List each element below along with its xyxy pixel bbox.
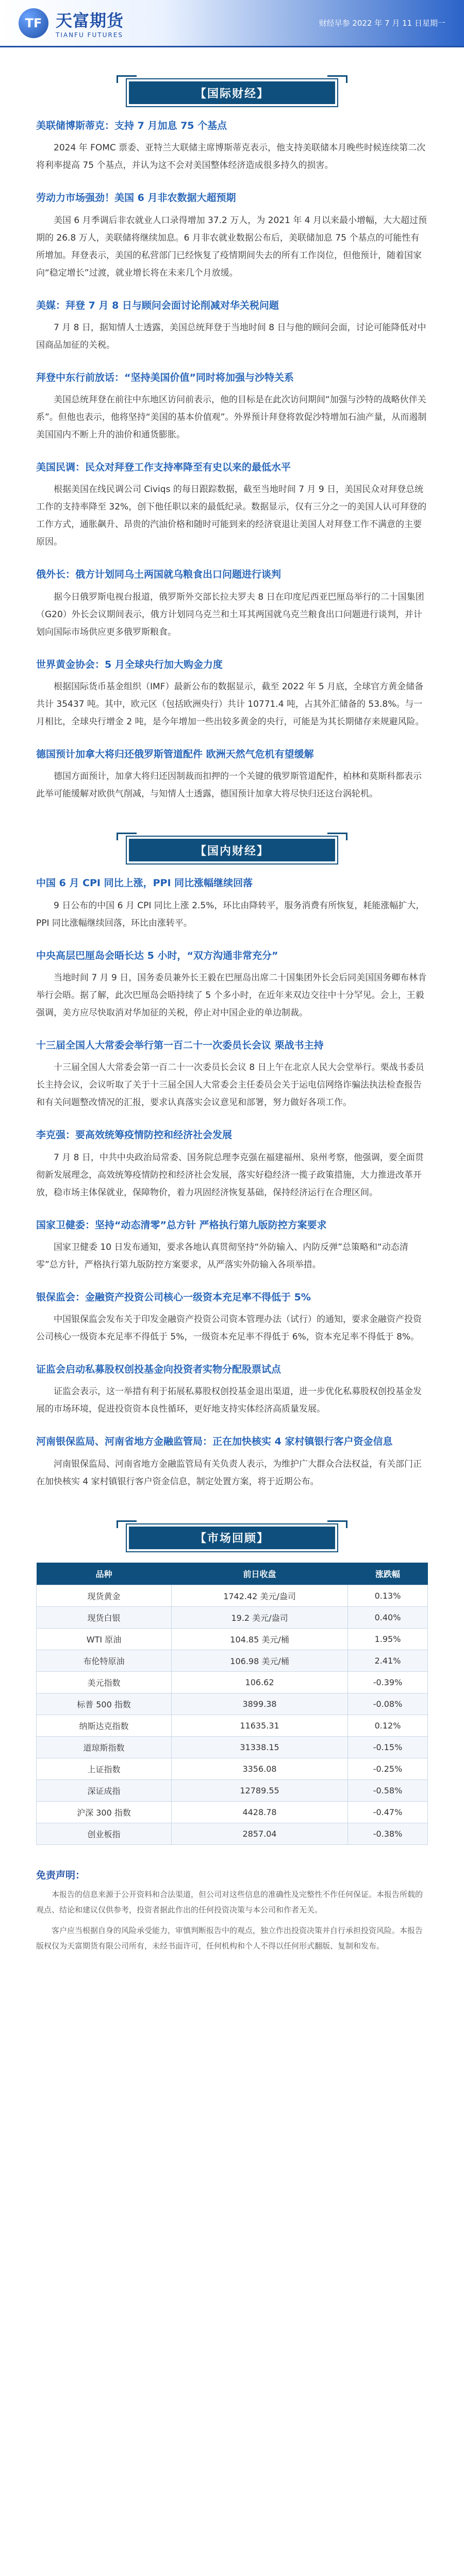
brand-text <box>56 8 124 39</box>
section-title: 【国内财经】 <box>194 844 269 858</box>
instrument-cell: 标普 500 指数 <box>37 1693 172 1715</box>
news-title[interactable]: 拜登中东行前放话：“坚持美国价值”同时将加强与沙特关系 <box>36 371 294 383</box>
news-body: 十三届全国人大常委会第一百二十一次委员长会议 8 日上午在北京人民大会堂举行。栗战书委员长主持会议，会议听取了关于十三届全国人大常委会主任委员会关于运电信网络诈骗法执法检查报告和有关问题整改情况的汇报，要求认真落实会议意见和部署，努力做好各项工作。 <box>36 1062 424 1108</box>
market-table-body <box>37 1585 428 1844</box>
banner-ornament-right <box>327 75 347 83</box>
banner-ornament-right <box>327 1520 347 1528</box>
banner-ornament-left <box>117 833 137 840</box>
section-title: 【国际财经】 <box>194 87 269 100</box>
instrument-cell: 布伦特原油 <box>37 1650 172 1671</box>
news-title[interactable]: 李克强：要高效统筹疫情防控和经济社会发展 <box>36 1129 233 1141</box>
news-item <box>36 1127 428 1201</box>
news-item <box>36 190 428 281</box>
domestic-news-list <box>0 875 464 1490</box>
news-title[interactable]: 银保监会：金融资产投资公司核心一级资本充足率不得低于 5% <box>36 1291 311 1303</box>
news-item <box>36 746 428 803</box>
news-item <box>36 1289 428 1346</box>
brand-name-en: TIANFU FUTURES <box>56 31 123 39</box>
close-price-cell: 104.85 美元/桶 <box>172 1628 348 1650</box>
close-price-cell: 4428.78 <box>172 1801 348 1823</box>
news-item <box>36 1217 428 1274</box>
news-item <box>36 369 428 444</box>
close-price-cell: 106.98 美元/桶 <box>172 1650 348 1671</box>
change-cell: -0.15% <box>348 1736 428 1758</box>
news-title[interactable]: 中国 6 月 CPI 同比上涨，PPI 同比涨幅继续回落 <box>36 877 253 889</box>
table-row <box>37 1585 428 1606</box>
section-international-header <box>0 81 464 104</box>
table-row <box>37 1671 428 1693</box>
instrument-cell: 创业板指 <box>37 1823 172 1844</box>
column-header: 涨跌幅 <box>348 1563 428 1585</box>
news-item <box>36 1433 428 1490</box>
market-review <box>0 1563 464 1845</box>
instrument-cell: 美元指数 <box>37 1671 172 1693</box>
change-cell: 0.13% <box>348 1585 428 1606</box>
news-body: 据今日俄罗斯电视台报道，俄罗斯外交部长拉夫罗夫 8 日在印度尼西亚巴厘岛举行的二十国集团（G20）外长会议期间表示，俄方计划同乌克兰和土耳其两国就乌克兰粮食出口问题进行谈判，并计划向国际市场供应更多俄罗斯粮食。 <box>36 591 424 637</box>
column-header: 品种 <box>37 1563 172 1585</box>
close-price-cell: 3356.08 <box>172 1758 348 1780</box>
instrument-cell: 上证指数 <box>37 1758 172 1780</box>
news-item <box>36 117 428 174</box>
news-title[interactable]: 美国民调：民众对拜登工作支持率降至有史以来的最低水平 <box>36 462 291 473</box>
close-price-cell: 3899.38 <box>172 1693 348 1715</box>
header <box>0 0 464 47</box>
section-banner <box>129 81 335 104</box>
change-cell: -0.39% <box>348 1671 428 1693</box>
news-title[interactable]: 国家卫健委：坚持“动态清零”总方针 严格执行第九版防控方案要求 <box>36 1219 327 1231</box>
news-title[interactable]: 世界黄金协会：5 月全球央行加大购金力度 <box>36 658 223 670</box>
close-price-cell: 31338.15 <box>172 1736 348 1758</box>
news-body: 美国总统拜登在前往中东地区访问前表示，他的目标是在此次访问期间“加强与沙特的战略伙伴关系”。但他也表示，他将坚持“美国的基本价值观”。外界预计拜登将敦促沙特增加石油产量，从而遏制美国国内不断上升的油价和通货膨胀。 <box>36 395 427 440</box>
close-price-cell: 1742.42 美元/盎司 <box>172 1585 348 1606</box>
close-price-cell: 12789.55 <box>172 1780 348 1801</box>
column-header: 前日收盘 <box>172 1563 348 1585</box>
close-price-cell: 106.62 <box>172 1671 348 1693</box>
news-body: 7 月 8 日，中共中央政治局常委、国务院总理李克强在福建福州、泉州考察，他强调，要全面贯彻新发展理念，高效统筹疫情防控和经济社会发展，落实好稳经济一揽子政策措施，大力推进改革开放，稳市场主体保就业，保障物价，着力巩固经济恢复基础，保持经济运行在合理区间。 <box>36 1152 424 1198</box>
news-item <box>36 1037 428 1111</box>
close-price-cell: 2857.04 <box>172 1823 348 1844</box>
international-news-list <box>0 117 464 803</box>
instrument-cell: 道琼斯指数 <box>37 1736 172 1758</box>
news-item <box>36 1361 428 1418</box>
table-row <box>37 1823 428 1844</box>
news-body: 9 日公布的中国 6 月 CPI 同比上涨 2.5%，环比由降转平，服务消费有所恢复，耗能涨幅扩大，PPI 同比涨幅继续回落，环比由涨转平。 <box>36 900 425 928</box>
market-table <box>36 1563 428 1845</box>
news-title[interactable]: 河南银保监局、河南省地方金融监管局：正在加快核实 4 家村镇银行客户资金信息 <box>36 1436 393 1448</box>
news-title[interactable]: 美媒：拜登 7 月 8 日与顾问会面讨论削减对华关税问题 <box>36 299 279 311</box>
news-title[interactable]: 俄外长：俄方计划同乌土两国就乌粮食出口问题进行谈判 <box>36 569 281 581</box>
news-item <box>36 656 428 731</box>
change-cell: -0.08% <box>348 1693 428 1715</box>
table-row <box>37 1693 428 1715</box>
section-banner <box>129 839 335 861</box>
change-cell: -0.47% <box>348 1801 428 1823</box>
brand-logo: TF <box>19 8 48 38</box>
instrument-cell: 现货白银 <box>37 1606 172 1628</box>
disclaimer <box>0 1868 464 1954</box>
news-item <box>36 459 428 551</box>
news-body: 德国方面预计，加拿大将归还因制裁而扣押的一个关键的俄罗斯管道配件，柏林和莫斯科都表示此举可能缓解对欧供气削减，与知情人士透露，德国预计加拿大将尽快归还这台涡轮机。 <box>36 771 422 800</box>
change-cell: 0.12% <box>348 1715 428 1736</box>
close-price-cell: 19.2 美元/盎司 <box>172 1606 348 1628</box>
news-title[interactable]: 中央高层巴厘岛会晤长达 5 小时，“双方沟通非常充分” <box>36 950 278 961</box>
table-row <box>37 1801 428 1823</box>
table-row <box>37 1736 428 1758</box>
table-row <box>37 1650 428 1671</box>
banner-ornament-left <box>117 75 137 83</box>
news-title[interactable]: 德国预计加拿大将归还俄罗斯管道配件 欧洲天然气危机有望缓解 <box>36 749 314 760</box>
section-title: 【市场回顾】 <box>194 1532 269 1546</box>
table-row <box>37 1628 428 1650</box>
news-title[interactable]: 证监会启动私募股权创投基金向投资者实物分配股票试点 <box>36 1364 281 1376</box>
change-cell: -0.38% <box>348 1823 428 1844</box>
table-row <box>37 1715 428 1736</box>
disclaimer-title: 免责声明： <box>36 1869 86 1881</box>
table-row <box>37 1780 428 1801</box>
close-price-cell: 11635.31 <box>172 1715 348 1736</box>
news-item <box>36 947 428 1022</box>
news-body: 河南银保监局、河南省地方金融监管局有关负责人表示，为维护广大群众合法权益，有关部门正在加快核实 4 家村镇银行客户资金信息，制定处置方案，将于近期公布。 <box>36 1459 422 1487</box>
section-banner <box>129 1527 335 1549</box>
instrument-cell: 深证成指 <box>37 1780 172 1801</box>
table-row <box>37 1758 428 1780</box>
brand <box>19 8 124 39</box>
news-body: 当地时间 7 月 9 日，国务委员兼外长王毅在巴厘岛出席二十国集团外长会后同美国国务卿布林肯举行会晤。据了解，此次巴厘岛会晤持续了 5 个多小时，在近年来双边交往中十分罕见。会上，王毅强调，美方应尽快取消对华加征的关税，停止对中国企业的单边制裁。 <box>36 972 427 1018</box>
change-cell: 2.41% <box>348 1650 428 1671</box>
news-body: 7 月 8 日，据知情人士透露，美国总统拜登于当地时间 8 日与他的顾问会面，讨论可能降低对中国商品加征的关税。 <box>36 322 426 350</box>
news-body: 证监会表示，这一举措有利于拓展私募股权创投基金退出渠道，进一步优化私募股权创投基金发展的市场环境，促进投资资本良性循环，更好地支持实体经济高质量发展。 <box>36 1386 422 1415</box>
table-row <box>37 1606 428 1628</box>
news-item <box>36 875 428 931</box>
disclaimer-paragraph: 客户应当根据自身的风险承受能力，审慎判断报告中的观点，独立作出投资决策并自行承担投资风险。本报告版权仅为天富期货有限公司所有，未经书面许可，任何机构和个人不得以任何形式翻版、复制和发布。 <box>36 1925 423 1951</box>
instrument-cell: 沪深 300 指数 <box>37 1801 172 1823</box>
brand-name-cn: 天富期货 <box>56 10 124 30</box>
instrument-cell: WTI 原油 <box>37 1628 172 1650</box>
section-market-header <box>0 1527 464 1549</box>
news-item <box>36 297 428 354</box>
instrument-cell: 现货黄金 <box>37 1585 172 1606</box>
news-body: 国家卫健委 10 日发布通知，要求各地认真贯彻坚持“外防输入、内防反弹”总策略和“动态清零”总方针，严格执行第九版防控方案要求，从严落实外防输入各项举措。 <box>36 1242 408 1270</box>
news-title[interactable]: 美联储博斯蒂克：支持 7 月加息 75 个基点 <box>36 120 227 131</box>
news-body: 美国 6 月季调后非农就业人口录得增加 37.2 万人，为 2021 年 4 月以来最小增幅，大大超过预期的 26.8 万人，美联储将继续加息。6 月非农就业数据公布后，美联储加息 75 个基点的可能性有所增加。拜登表示，美国的私营部门已经恢复了疫情期间失去的所有工作岗位，但他预计，随着国家向“稳定增长”过渡，就业增长将在未来几个月放缓。 <box>36 215 427 278</box>
change-cell: 0.40% <box>348 1606 428 1628</box>
change-cell: -0.25% <box>348 1758 428 1780</box>
section-domestic-header <box>0 839 464 861</box>
news-body: 根据美国在线民调公司 Civiqs 的每日跟踪数据，截至当地时间 7 月 9 日，美国民众对拜登总统工作的支持率降至 32%，创下他任职以来的最低纪录。数据显示，仅有三分之一的美国人认可拜登的工作方式，通胀飙升、昂贵的汽油价格和随时可能到来的经济衰退让美国人对拜登工作不满意的主要原因。 <box>36 484 427 548</box>
disclaimer-paragraph: 本报告的信息来源于公开资料和合法渠道，但公司对这些信息的准确性及完整性不作任何保证。本报告所载的观点、结论和建议仅供参考，投资者据此作出的任何投资决策与本公司和作者无关。 <box>36 1889 423 1914</box>
change-cell: 1.95% <box>348 1628 428 1650</box>
banner-ornament-right <box>327 833 347 840</box>
change-cell: -0.58% <box>348 1780 428 1801</box>
news-title[interactable]: 十三届全国人大常委会举行第一百二十一次委员长会议 栗战书主持 <box>36 1039 324 1051</box>
issue-date: 财经早参 2022 年 7 月 11 日星期一 <box>319 19 445 28</box>
news-title[interactable]: 劳动力市场强劲！美国 6 月非农数据大超预期 <box>36 192 236 204</box>
news-body: 根据国际货币基金组织（IMF）最新公布的数据显示，截至 2022 年 5 月底，全球官方黄金储备共计 35437 吨。其中，欧元区（包括欧洲央行）共计 10771.4 吨，占其外汇储备的 53.8%。与一月相比，全球央行增金 2 吨，是今年增加一些出较多黄金的央行，可能是为其长期储存来规避风险。 <box>36 682 424 727</box>
instrument-cell: 纳斯达克指数 <box>37 1715 172 1736</box>
market-table-header <box>37 1563 428 1585</box>
news-body: 中国银保监会发布关于印发金融资产投资公司资本管理办法（试行）的通知，要求金融资产投资公司核心一级资本充足率不得低于 5%，一级资本充足率不得低于 6%，资本充足率不得低于 8%。 <box>36 1314 422 1343</box>
news-item <box>36 566 428 640</box>
news-body: 2024 年 FOMC 票委、亚特兰大联储主席博斯蒂克表示，他支持美联储本月晚些时候连续第二次将利率提高 75 个基点，并认为这不会对美国整体经济造成很多持久的损害。 <box>36 143 426 171</box>
banner-ornament-left <box>117 1520 137 1528</box>
